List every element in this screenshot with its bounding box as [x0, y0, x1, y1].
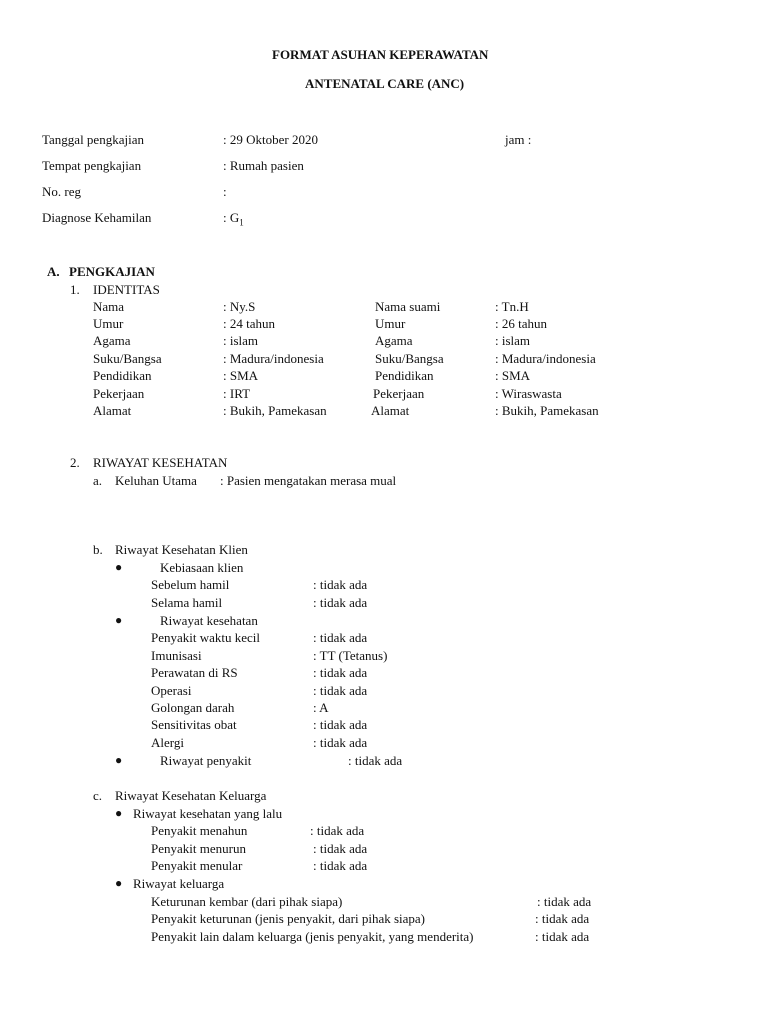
jam-label: jam :: [505, 132, 532, 147]
identitas-suami-value: : SMA: [495, 368, 531, 383]
kesehatan-label: Alergi: [151, 735, 184, 750]
lalu-label: Penyakit menular: [151, 858, 243, 873]
identitas-suami-label: Agama: [375, 333, 413, 348]
keluarga-value: : tidak ada: [535, 929, 590, 944]
identitas-suami-label: Pekerjaan: [373, 386, 425, 401]
kesehatan-value: : A: [313, 700, 329, 715]
tempat-value: : Rumah pasien: [223, 158, 304, 173]
riwayat-penyakit-label: Riwayat penyakit: [160, 753, 252, 768]
kesehatan-label: Penyakit waktu kecil: [151, 630, 261, 645]
kebiasaan-label: Selama hamil: [151, 595, 223, 610]
keluarga-label: Penyakit lain dalam keluarga (jenis penyakit, yang menderita): [151, 929, 474, 944]
riwayat-penyakit-value: : tidak ada: [348, 753, 403, 768]
diagnose-value-text: : G: [223, 210, 240, 225]
keluarga-value: : tidak ada: [537, 894, 592, 909]
doc-title-line1: FORMAT ASUHAN KEPERAWATAN: [272, 47, 489, 62]
kesehatan-label: Golongan darah: [151, 700, 235, 715]
lalu-value: : tidak ada: [310, 823, 365, 838]
identitas-label: Nama: [93, 299, 125, 314]
riwayat-marker: 2.: [70, 455, 80, 470]
klien-title: Riwayat Kesehatan Klien: [115, 542, 248, 557]
identitas-value: : SMA: [223, 368, 259, 383]
kebiasaan-label: Sebelum hamil: [151, 577, 230, 592]
kesehatan-label: Operasi: [151, 683, 192, 698]
lalu-label: Penyakit menahun: [151, 823, 248, 838]
identitas-suami-label: Pendidikan: [375, 368, 434, 383]
kebiasaan-value: : tidak ada: [313, 595, 368, 610]
bullet-icon: ●: [115, 876, 123, 890]
lalu-value: : tidak ada: [313, 858, 368, 873]
keluarga-title: Riwayat Kesehatan Keluarga: [115, 788, 267, 803]
identitas-label: Pekerjaan: [93, 386, 145, 401]
identitas-suami-value: : Tn.H: [495, 299, 529, 314]
identitas-label: Pendidikan: [93, 368, 152, 383]
keluarga-label: Keturunan kembar (dari pihak siapa): [151, 894, 343, 909]
kesehatan-value: : tidak ada: [313, 665, 368, 680]
identitas-value: : IRT: [223, 386, 251, 401]
kebiasaan-title: Kebiasaan klien: [160, 560, 244, 575]
identitas-value: : 24 tahun: [223, 316, 275, 331]
kesehatan-value: : tidak ada: [313, 735, 368, 750]
lalu-title: Riwayat kesehatan yang lalu: [133, 806, 283, 821]
section-a-marker: A.: [47, 264, 60, 279]
kesehatan-label: Imunisasi: [151, 648, 202, 663]
diagnose-value: [223, 211, 244, 228]
identitas-suami-value: : islam: [495, 333, 531, 348]
identitas-marker: 1.: [70, 282, 80, 297]
bullet-icon: ●: [115, 753, 123, 767]
noreg-value: :: [223, 184, 227, 199]
identitas-label: Alamat: [93, 403, 132, 418]
identitas-suami-label: Suku/Bangsa: [375, 351, 444, 366]
kesehatan-value: : tidak ada: [313, 630, 368, 645]
doc-title-line2: ANTENATAL CARE (ANC): [305, 76, 465, 91]
tempat-label: Tempat pengkajian: [42, 158, 142, 173]
diagnose-label: Diagnose Kehamilan: [42, 210, 152, 225]
identitas-suami-label: Nama suami: [375, 299, 441, 314]
kesehatan-label: Sensitivitas obat: [151, 717, 237, 732]
keluhan-label: Keluhan Utama: [115, 473, 197, 488]
identitas-label: Umur: [93, 316, 124, 331]
kesehatan-value: : TT (Tetanus): [313, 648, 388, 663]
kesehatan-value: : tidak ada: [313, 717, 368, 732]
identitas-value: : Madura/indonesia: [223, 351, 324, 366]
identitas-label: Agama: [93, 333, 131, 348]
identitas-value: : Bukih, Pamekasan: [223, 403, 327, 418]
identitas-value: : Ny.S: [223, 299, 256, 314]
identitas-suami-label: Umur: [375, 316, 406, 331]
bullet-icon: ●: [115, 613, 123, 627]
identitas-title: IDENTITAS: [93, 282, 160, 297]
kebiasaan-value: : tidak ada: [313, 577, 368, 592]
riwayat-title: RIWAYAT KESEHATAN: [93, 455, 228, 470]
keluarga-label: Penyakit keturunan (jenis penyakit, dari pihak siapa): [151, 911, 426, 926]
keluhan-value: : Pasien mengatakan merasa mual: [220, 473, 397, 488]
identitas-suami-value: : 26 tahun: [495, 316, 547, 331]
diagnose-subscript: 1: [239, 217, 244, 228]
keluarga-marker: c.: [93, 788, 103, 803]
bullet-icon: ●: [115, 806, 123, 820]
klien-marker: b.: [93, 542, 103, 557]
kesehatan-label: Perawatan di RS: [151, 665, 238, 680]
section-a-title: PENGKAJIAN: [69, 264, 155, 279]
kesehatan-value: : tidak ada: [313, 683, 368, 698]
bullet-icon: ●: [115, 560, 123, 574]
identitas-value: : islam: [223, 333, 259, 348]
noreg-label: No. reg: [42, 184, 81, 199]
identitas-suami-label: Alamat: [371, 403, 410, 418]
identitas-label: Suku/Bangsa: [93, 351, 162, 366]
keluarga-value: : tidak ada: [535, 911, 590, 926]
tanggal-label: Tanggal pengkajian: [42, 132, 144, 147]
identitas-suami-value: : Wiraswasta: [495, 386, 562, 401]
lalu-value: : tidak ada: [313, 841, 368, 856]
identitas-suami-value: : Madura/indonesia: [495, 351, 596, 366]
lalu-label: Penyakit menurun: [151, 841, 246, 856]
tanggal-value: : 29 Oktober 2020: [223, 132, 318, 147]
keluhan-marker: a.: [93, 473, 103, 488]
identitas-suami-value: : Bukih, Pamekasan: [495, 403, 599, 418]
riwayat-keluarga-title: Riwayat keluarga: [133, 876, 225, 891]
kesehatan-title: Riwayat kesehatan: [160, 613, 258, 628]
